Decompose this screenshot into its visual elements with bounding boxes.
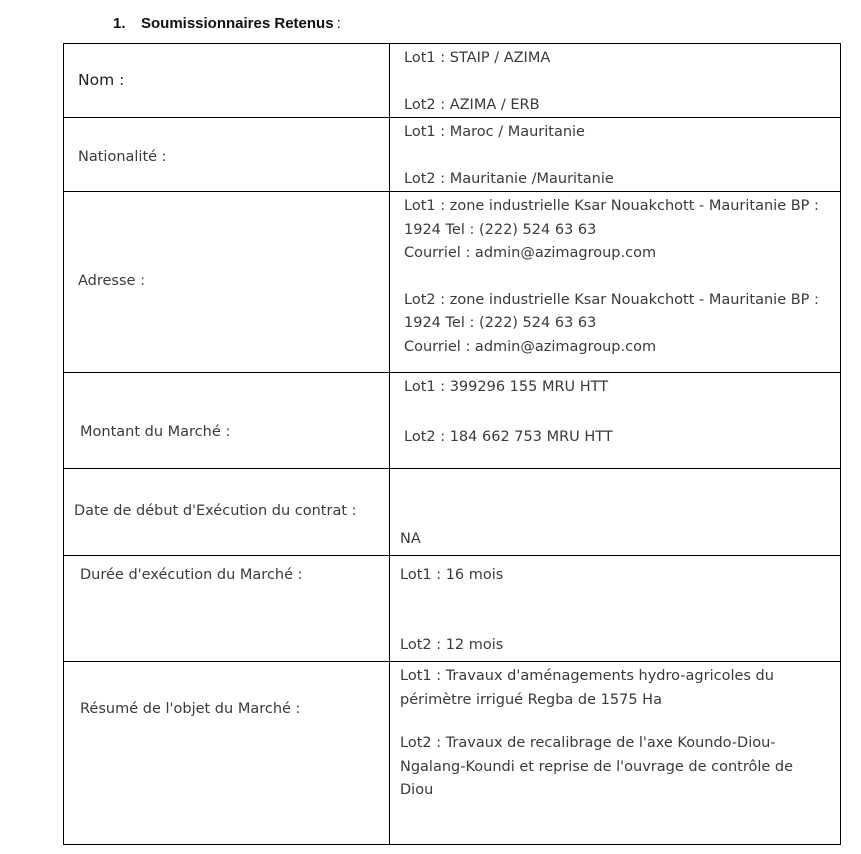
value-cell-nationalite [390,118,841,192]
value-cell-duree [390,556,841,662]
adresse-lot1: Lot1 : zone industrielle Ksar Nouakchott - Mauritanie BP : 1924 Tel : (222) 524 63 63 [404,198,819,238]
date-debut-value: NA [400,530,421,547]
table-row-duree [64,556,841,662]
label-cell-adresse [64,192,390,373]
label-adresse: Adresse : [78,273,145,290]
value-cell-montant [390,373,841,469]
label-cell-resume [64,662,390,845]
table-row-date-debut [64,469,841,556]
table-row-montant [64,373,841,469]
montant-lot1: Lot1 : 399296 155 MRU HTT [404,379,609,395]
label-cell-montant [64,373,390,469]
label-montant: Montant du Marché : [80,423,231,440]
label-resume: Résumé de l'objet du Marché : [80,701,301,717]
montant-lot2: Lot2 : 184 662 753 MRU HTT [404,428,613,445]
label-cell-nom [64,44,390,118]
label-duree: Durée d'exécution du Marché : [80,567,303,583]
value-cell-adresse [390,192,841,373]
section-number: 1. [113,15,126,32]
label-date-debut: Date de début d'Exécution du contrat : [74,503,357,520]
resume-lot1: Lot1 : Travaux d'aménagements hydro-agricoles du périmètre irrigué Regba de 1575 Ha [400,668,774,708]
value-cell-nom [390,44,841,118]
duree-lot1: Lot1 : 16 mois [400,567,504,583]
section-colon: : [336,15,341,32]
duree-lot2: Lot2 : 12 mois [400,636,504,653]
label-cell-nationalite [64,118,390,192]
bidders-table [63,43,841,845]
table-row-resume [64,662,841,845]
resume-lot2: Lot2 : Travaux de recalibrage de l'axe Koundo-Diou-Ngalang-Koundi et reprise de l'ouvrage de contrôle de Diou [400,735,794,798]
nationalite-lot1: Lot1 : Maroc / Mauritanie [404,124,585,140]
label-nationalite: Nationalité : [78,148,167,165]
table-row-nom [64,44,841,118]
label-nom: Nom : [78,70,125,89]
adresse-lot2: Lot2 : zone industrielle Ksar Nouakchott - Mauritanie BP : 1924 Tel : (222) 524 63 63 [404,291,819,331]
adresse-lot1-email: Courriel : admin@azimagroup.com [404,245,657,261]
nom-lot1: Lot1 : STAIP / AZIMA [404,50,551,66]
nationalite-lot2: Lot2 : Mauritanie /Mauritanie [404,170,614,187]
label-cell-duree [64,556,390,662]
nom-lot2: Lot2 : AZIMA / ERB [404,96,540,113]
label-cell-date-debut [64,469,390,556]
section-title: Soumissionnaires Retenus [141,15,334,32]
table-row-adresse [64,192,841,373]
table-row-nationalite [64,118,841,192]
section-heading [113,15,341,32]
value-cell-date-debut [390,469,841,556]
value-cell-resume [390,662,841,845]
adresse-lot2-email: Courriel : admin@azimagroup.com [404,338,657,355]
